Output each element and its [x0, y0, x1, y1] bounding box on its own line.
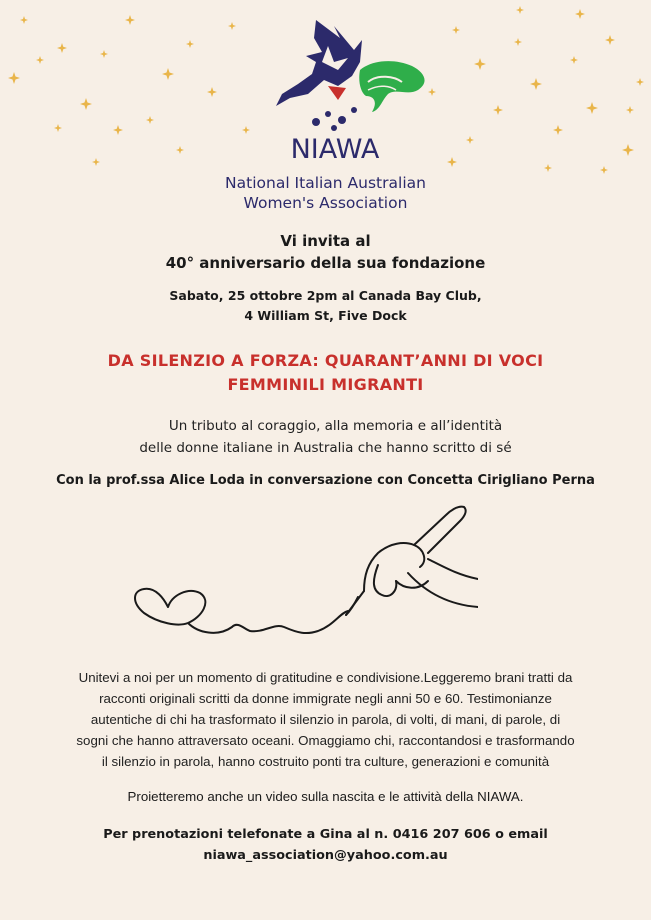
sparkle-star [447, 157, 457, 167]
description-line: racconti originali scritti da donne immigrate negli anni 50 e 60. Testimonianze [99, 691, 552, 706]
sparkle-star [113, 125, 123, 135]
speakers-line: Con la prof.ssa Alice Loda in conversazione con Concetta Cirigliano Perna [56, 473, 595, 488]
tribute-line2: delle donne italiane in Australia che hanno scritto di sé [139, 440, 512, 456]
sparkle-star [516, 6, 524, 14]
org-name-line1: National Italian Australian [225, 174, 426, 192]
sparkle-star [228, 22, 236, 30]
sparkle-star [514, 38, 522, 46]
sparkle-star [553, 125, 563, 135]
sparkle-star [80, 98, 92, 110]
sparkle-star [626, 106, 634, 114]
sparkle-star [575, 9, 585, 19]
sparkle-star [466, 136, 474, 144]
video-note: Proietteremo anche un video sulla nascita e le attività della NIAWA. [127, 789, 524, 804]
sparkle-star [100, 50, 108, 58]
sparkle-star [493, 105, 503, 115]
sparkle-star [92, 158, 100, 166]
sparkle-star [570, 56, 578, 64]
sparkle-star [242, 126, 250, 134]
event-date-line: Sabato, 25 ottobre 2pm al Canada Bay Club, [169, 288, 482, 303]
sparkle-star [176, 146, 184, 154]
sparkle-star [207, 87, 217, 97]
tribute-line1: Un tributo al coraggio, alla memoria e all’identità [168, 418, 503, 434]
sparkle-star [8, 72, 20, 84]
sparkle-star [125, 15, 135, 25]
sparkle-star [452, 26, 460, 34]
sparkle-star [54, 124, 62, 132]
sparkle-star [20, 16, 28, 24]
event-address-line: 4 William St, Five Dock [244, 308, 407, 323]
niawa-wordmark: NIAWA [290, 134, 380, 165]
sparkle-star [586, 102, 598, 114]
sparkle-star [605, 35, 615, 45]
sparkle-star [186, 40, 194, 48]
event-title-line1: DA SILENZIO A FORZA: QUARANT’ANNI DI VOCI [107, 351, 544, 370]
sparkle-star [474, 58, 486, 70]
sparkle-star [146, 116, 154, 124]
event-title-line2: FEMMINILI MIGRANTI [227, 375, 424, 394]
description-line: sogni che hanno attraversato oceani. Omaggiamo chi, raccontandosi e trasformando [76, 733, 575, 748]
sparkle-star [530, 78, 542, 90]
description-line: autentiche di chi ha trasformato il silenzio in parola, di volti, di mani, di parole, di [90, 712, 561, 727]
sparkle-star [544, 164, 552, 172]
org-name-line2: Women's Association [243, 194, 408, 212]
invite-line1: Vi invita al [280, 232, 371, 250]
sparkle-star [622, 144, 634, 156]
invite-line2: 40° anniversario della sua fondazione [165, 254, 486, 272]
sparkle-star [36, 56, 44, 64]
sparkle-star [162, 68, 174, 80]
sparkle-star [636, 78, 644, 86]
hand-writing-heart-icon [128, 495, 478, 645]
description-line: il silenzio in parola, hanno costruito ponti tra culture, generazioni e comunità [101, 754, 550, 769]
description-paragraph [60, 667, 591, 772]
niawa-logo [268, 16, 438, 166]
contact-line: Per prenotazioni telefonate a Gina al n. 0416 207 606 o email [103, 827, 548, 842]
sparkle-star [57, 43, 67, 53]
contact-email: niawa_association@yahoo.com.au [203, 848, 448, 863]
bird-logo-icon [276, 20, 425, 131]
description-line: Unitevi a noi per un momento di gratitudine e condivisione.Leggeremo brani tratti da [78, 670, 573, 685]
